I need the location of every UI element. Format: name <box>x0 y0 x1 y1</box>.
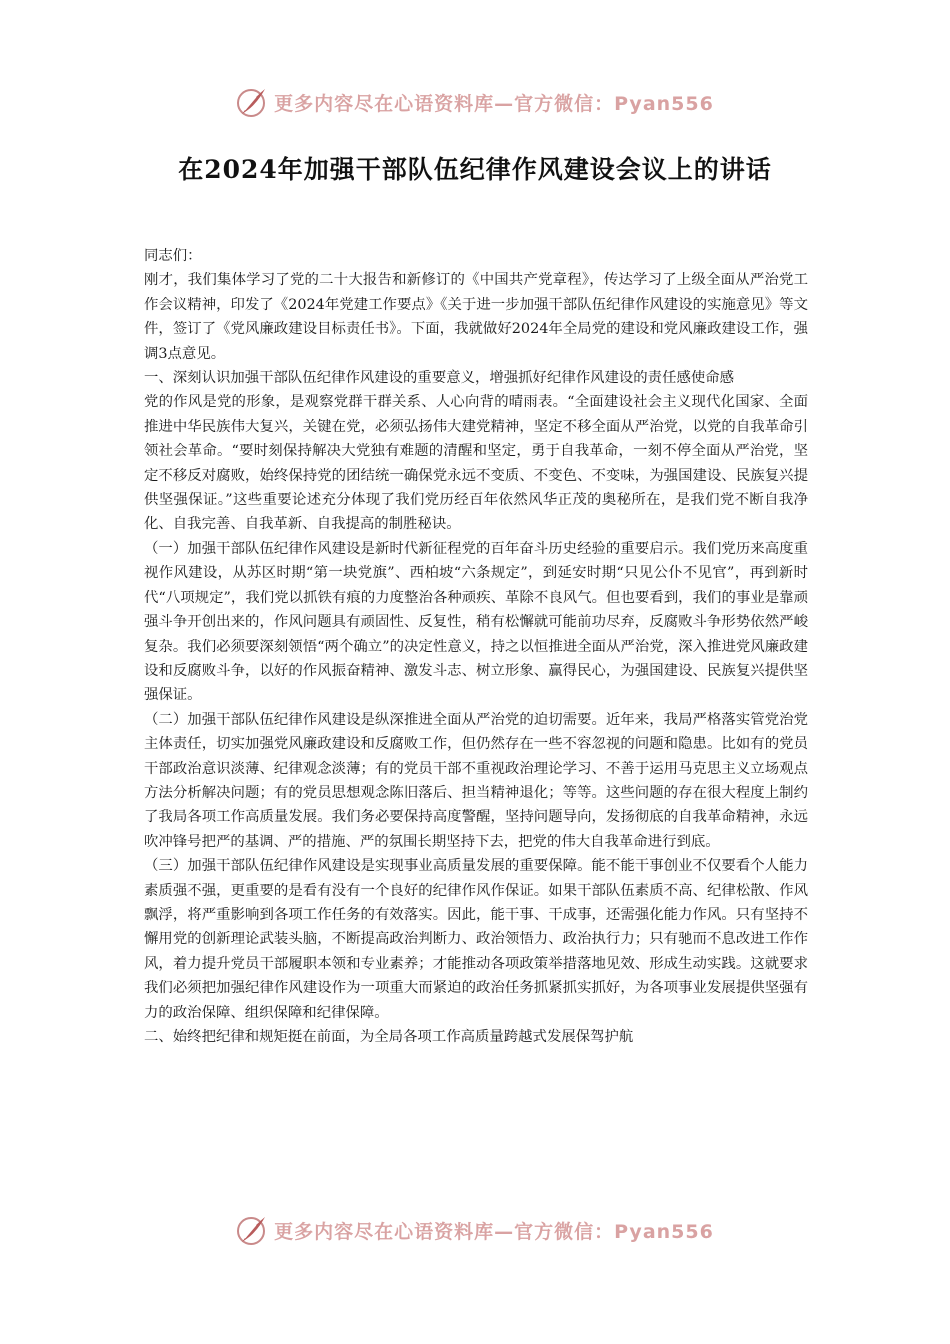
salutation: 同志们： <box>144 248 202 264</box>
paragraph: （二）加强干部队伍纪律作风建设是纵深推进全面从严治党的迫切需要。近年来，我局严格落实管党治党主体责任，切实加强党风廉政建设和反腐败工作，但仍然存在一些不容忽视的问题和隐患。比如有的党员干部政治意识淡薄、纪律观念淡薄；有的党员干部不重视政治理论学习、不善于运用马克思主义立场观点方法分析解决问题；有的党员思想观念陈旧落后、担当精神退化；等等。这些问题的存在很大程度上制约了我局各项工作高质量发展。我们务必要保持高度警醒，坚持问题导向，发扬彻底的自我革命精神，永远吹冲锋号把严的基调、严的措施、严的氛围长期坚持下去，把党的伟大自我革命进行到底。 <box>144 711 808 850</box>
paragraph: 刚才，我们集体学习了党的二十大报告和新修订的《中国共产党章程》，传达学习了上级全面从严治党工作会议精神，印发了《2024年党建工作要点》《关于进一步加强干部队伍纪律作风建设的实施意见》等文件，签订了《党风廉政建设目标责任书》。下面，我就做好2024年全局党的建设和党风廉政建设工作，强调3点意见。 <box>144 272 808 362</box>
watermark-text: 更多内容尽在心语资料库—官方微信：Pyan556 <box>274 1220 714 1243</box>
feather-pen-logo-icon <box>236 86 268 118</box>
paragraph: 党的作风是党的形象，是观察党群干群关系、人心向背的晴雨表。“全面建设社会主义现代化国家、全面推进中华民族伟大复兴，关键在党，必须弘扬伟大建党精神，坚定不移全面从严治党，以党的自我革命引领社会革命。“要时刻保持解决大党独有难题的清醒和坚定，勇于自我革命，一刻不停全面从严治党，坚定不移反对腐败，始终保持党的团结统一确保党永远不变质、不变色、不变味，为强国建设、民族复兴提供坚强保证。”这些重要论述充分体现了我们党历经百年依然风华正茂的奥秘所在，是我们党不断自我净化、自我完善、自我革新、自我提高的制胜秘诀。 <box>144 394 808 533</box>
document-title: 在2024年加强干部队伍纪律作风建设会议上的讲话 <box>178 155 772 184</box>
section-heading: 二、始终把纪律和规矩挺在前面，为全局各项工作高质量跨越式发展保驾护航 <box>144 1029 634 1045</box>
paragraph: （一）加强干部队伍纪律作风建设是新时代新征程党的百年奋斗历史经验的重要启示。我们党历来高度重视作风建设，从苏区时期“第一块党旗”、西柏坡“六条规定”，到延安时期“只见公仆不见官”，再到新时代“八项规定”，我们党以抓铁有痕的力度整治各种顽疾、革除不良风气。但也要看到，我们的事业是靠顽强斗争开创出来的，作风问题具有顽固性、反复性，稍有松懈就可能前功尽弃，反腐败斗争形势依然严峻复杂。我们必须要深刻领悟“两个确立”的决定性意义，持之以恒推进全面从严治党，深入推进党风廉政建设和反腐败斗争，以好的作风振奋精神、激发斗志、树立形象、赢得民心，为强国建设、民族复兴提供坚强保证。 <box>144 540 808 704</box>
watermark-banner-top <box>0 82 950 122</box>
document-body <box>144 244 808 1049</box>
watermark-text: 更多内容尽在心语资料库—官方微信：Pyan556 <box>274 92 714 115</box>
feather-pen-logo-icon <box>236 1214 268 1246</box>
paragraph: （三）加强干部队伍纪律作风建设是实现事业高质量发展的重要保障。能不能干事创业不仅要看个人能力素质强不强，更重要的是看有没有一个良好的纪律作风作保证。如果干部队伍素质不高、纪律松散、作风飘浮，将严重影响到各项工作任务的有效落实。因此，能干事、干成事，还需强化能力作风。只有坚持不懈用党的创新理论武装头脑，不断提高政治判断力、政治领悟力、政治执行力；只有驰而不息改进工作作风，着力提升党员干部履职本领和专业素养；才能推动各项政策举措落地见效、形成生动实践。这就要求我们必须把加强纪律作风建设作为一项重大而紧迫的政治任务抓紧抓实抓好，为各项事业发展提供坚强有力的政治保障、组织保障和纪律保障。 <box>144 858 808 1021</box>
section-heading: 一、深刻认识加强干部队伍纪律作风建设的重要意义，增强抓好纪律作风建设的责任感使命感 <box>144 370 735 387</box>
watermark-banner-bottom <box>0 1210 950 1250</box>
